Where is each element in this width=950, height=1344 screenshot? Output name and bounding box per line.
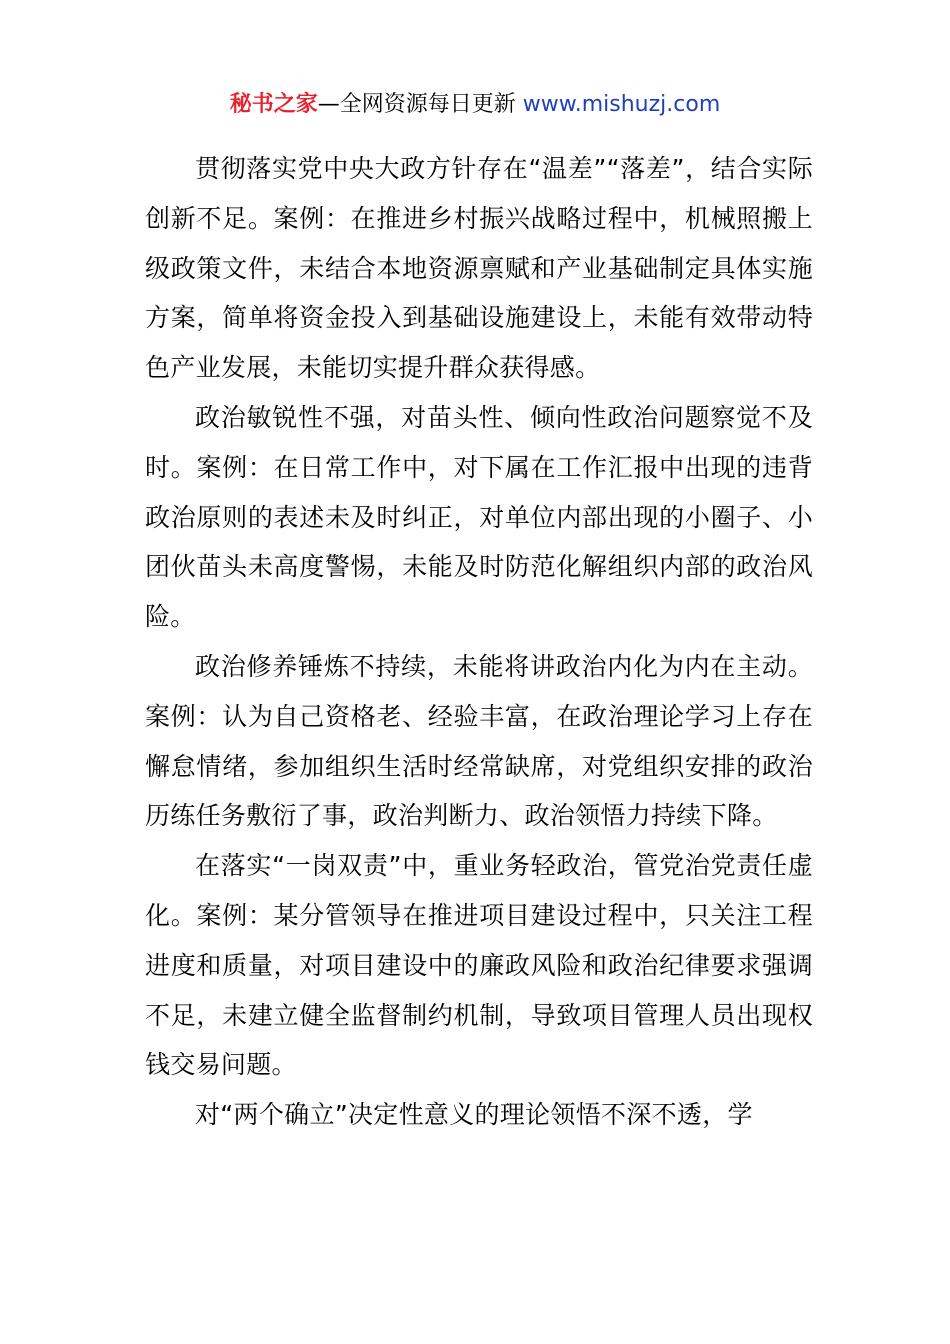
- header-tagline: —全网资源每日更新: [317, 92, 523, 117]
- page-header: [0, 88, 950, 122]
- document-body: [145, 144, 813, 1140]
- paragraph: 贯彻落实党中央大政方针存在“温差”“落差”，结合实际创新不足。案例：在推进乡村振兴战略过程中，机械照搬上级政策文件，未结合本地资源禀赋和产业基础制定具体实施方案，简单将资金投入到基础设施建设上，未能有效带动特色产业发展，未能切实提升群众获得感。: [145, 154, 813, 383]
- paragraph: 政治修养锤炼不持续，未能将讲政治内化为内在主动。案例：认为自己资格老、经验丰富，在政治理论学习上存在懈怠情绪，参加组织生活时经常缺席，对党组织安排的政治历练任务敷衍了事，政治判断力、政治领悟力持续下降。: [145, 651, 813, 831]
- paragraph: 对“两个确立”决定性意义的理论领悟不深不透，学: [195, 1100, 753, 1130]
- paragraph: 政治敏锐性不强，对苗头性、倾向性政治问题察觉不及时。案例：在日常工作中，对下属在工作汇报中出现的违背政治原则的表述未及时纠正，对单位内部出现的小圈子、小团伙苗头未高度警惕，未能及时防范化解组织内部的政治风险。: [145, 402, 813, 632]
- brand-name: 秘书之家: [229, 92, 318, 117]
- website-link[interactable]: www.mishuzj.com: [522, 92, 721, 117]
- paragraph: 在落实“一岗双责”中，重业务轻政治，管党治党责任虚化。案例：某分管领导在推进项目建设过程中，只关注工程进度和质量，对项目建设中的廉政风险和政治纪律要求强调不足，未建立健全监督制约机制，导致项目管理人员出现权钱交易问题。: [145, 851, 813, 1080]
